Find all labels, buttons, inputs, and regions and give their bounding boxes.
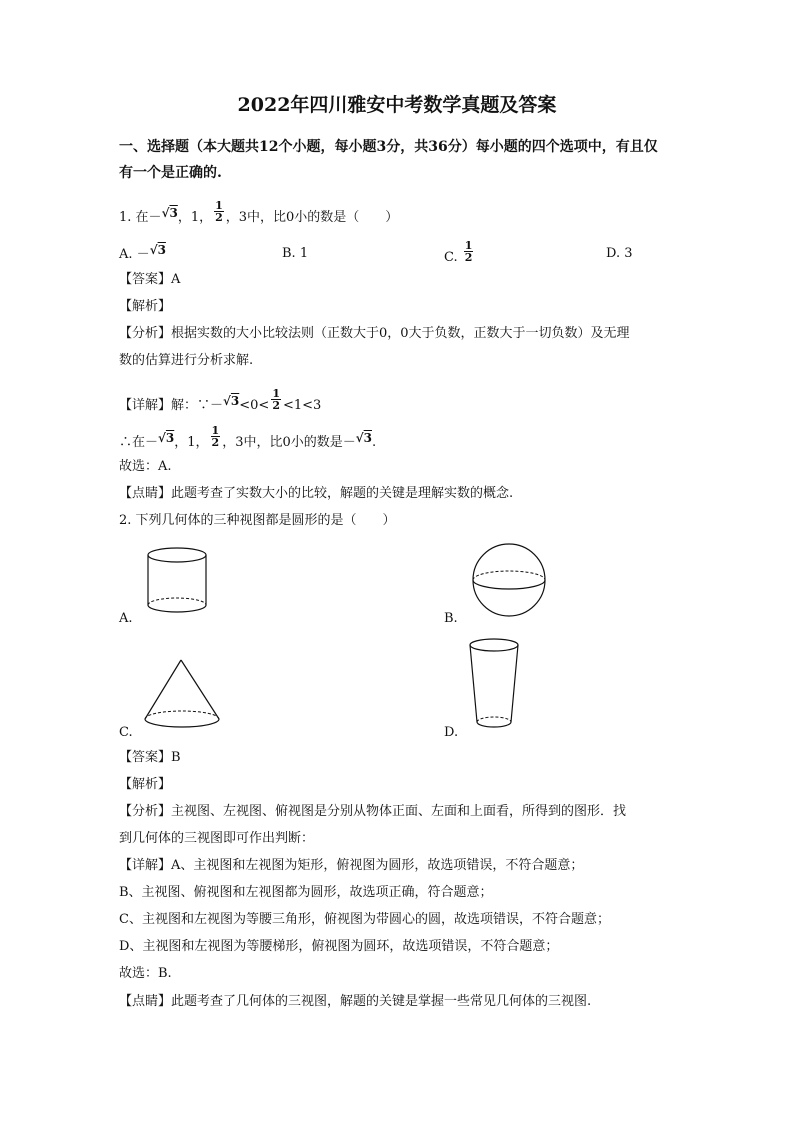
q2-option-c-label: C. [119,725,133,740]
q1-option-c: C. $\frac{1}{2}$ [444,239,473,265]
q1-choose: 故选：A. [119,459,172,474]
q2-analysis-heading: 【解析】 [119,777,172,792]
sqrt-expression: √3 [161,206,178,220]
q2-fenxi-line1: 【分析】主视图、左视图、俯视图是分别从物体正面、左面和上面看，所得到的图形．找 [119,804,627,819]
q1-comment: 【点睛】此题考查了实数大小的比较，解题的关键是理解实数的概念. [119,486,514,501]
section-heading-line2: 有一个是正确的. [119,165,222,181]
sqrt-expression: √3 [149,243,166,257]
q2-option-b-label: B. [444,611,458,626]
q2-option-d-label: D. [444,725,459,740]
cone-figure [140,656,224,736]
fraction: $\frac{1}{2}$ [211,424,220,449]
cylinder-figure [142,545,214,617]
q1-option-d: D. 3 [606,246,633,261]
q2-option-a-label: A. [119,611,133,626]
sqrt-expression: √3 [355,431,372,445]
fraction: $\frac{1}{2}$ [272,387,280,412]
q2-answer: 【答案】B [119,750,181,765]
q1-stem-post: ，3中，比0小的数是（ ） [225,210,399,225]
q1-stem-mid: ，1， [177,210,213,225]
q2-comment: 【点睛】此题考查了几何体的三视图，解题的关键是掌握一些常见几何体的三视图. [119,994,592,1009]
q1-stem [119,199,399,229]
q1-therefore: ∴在－√3，1， $\frac{1}{2}$ ，3中，比0小的数是－√3. [119,424,377,450]
section-heading-line1: 一、选择题（本大题共12个小题，每小题3分，共36分）每小题的四个选项中，有且仅 [119,139,658,155]
q1-stem-pre: 在－ [135,210,162,225]
q1-detail: 【详解】解：∵－√3<0< $\frac{1}{2}$ <1<3 [119,387,322,413]
sphere-figure [466,540,556,620]
q2-detail-c: C、主视图和左视图为等腰三角形，俯视图为带圆心的圆，故选项错误，不符合题意； [119,912,610,927]
q1-option-b: B. 1 [282,246,309,261]
q2-detail-a: 【详解】A、主视图和左视图为矩形，俯视图为圆形，故选项错误，不符合题意； [119,858,584,873]
sqrt-expression: √3 [158,431,175,445]
q1-fenxi-line1: 【分析】根据实数的大小比较法则（正数大于0，0大于负数，正数大于一切负数）及无理 [119,326,630,341]
page-title: 2022年四川雅安中考数学真题及答案 [237,94,557,116]
fraction: $\frac{1}{2}$ [215,199,223,224]
frustum-figure [466,634,526,738]
q1-option-a: A. －√3 [119,243,166,262]
q1-fenxi-line2: 数的估算进行分析求解. [119,353,254,368]
fraction: $\frac{1}{2}$ [464,239,473,264]
q1-analysis-heading: 【解析】 [119,299,172,314]
q1-number: 1. [119,210,132,225]
sqrt-expression: √3 [223,394,240,408]
q1-answer: 【答案】A [119,272,181,287]
q2-fenxi-line2: 到几何体的三视图即可作出判断： [119,831,315,846]
q2-detail-b: B、主视图、俯视图和左视图都为圆形，故选项正确，符合题意； [119,885,493,900]
q2-detail-d: D、主视图和左视图为等腰梯形，俯视图为圆环，故选项错误，不符合题意； [119,939,559,954]
q2-choose: 故选：B. [119,966,172,981]
q2-stem: 2. 下列几何体的三种视图都是圆形的是（ ） [119,513,396,528]
